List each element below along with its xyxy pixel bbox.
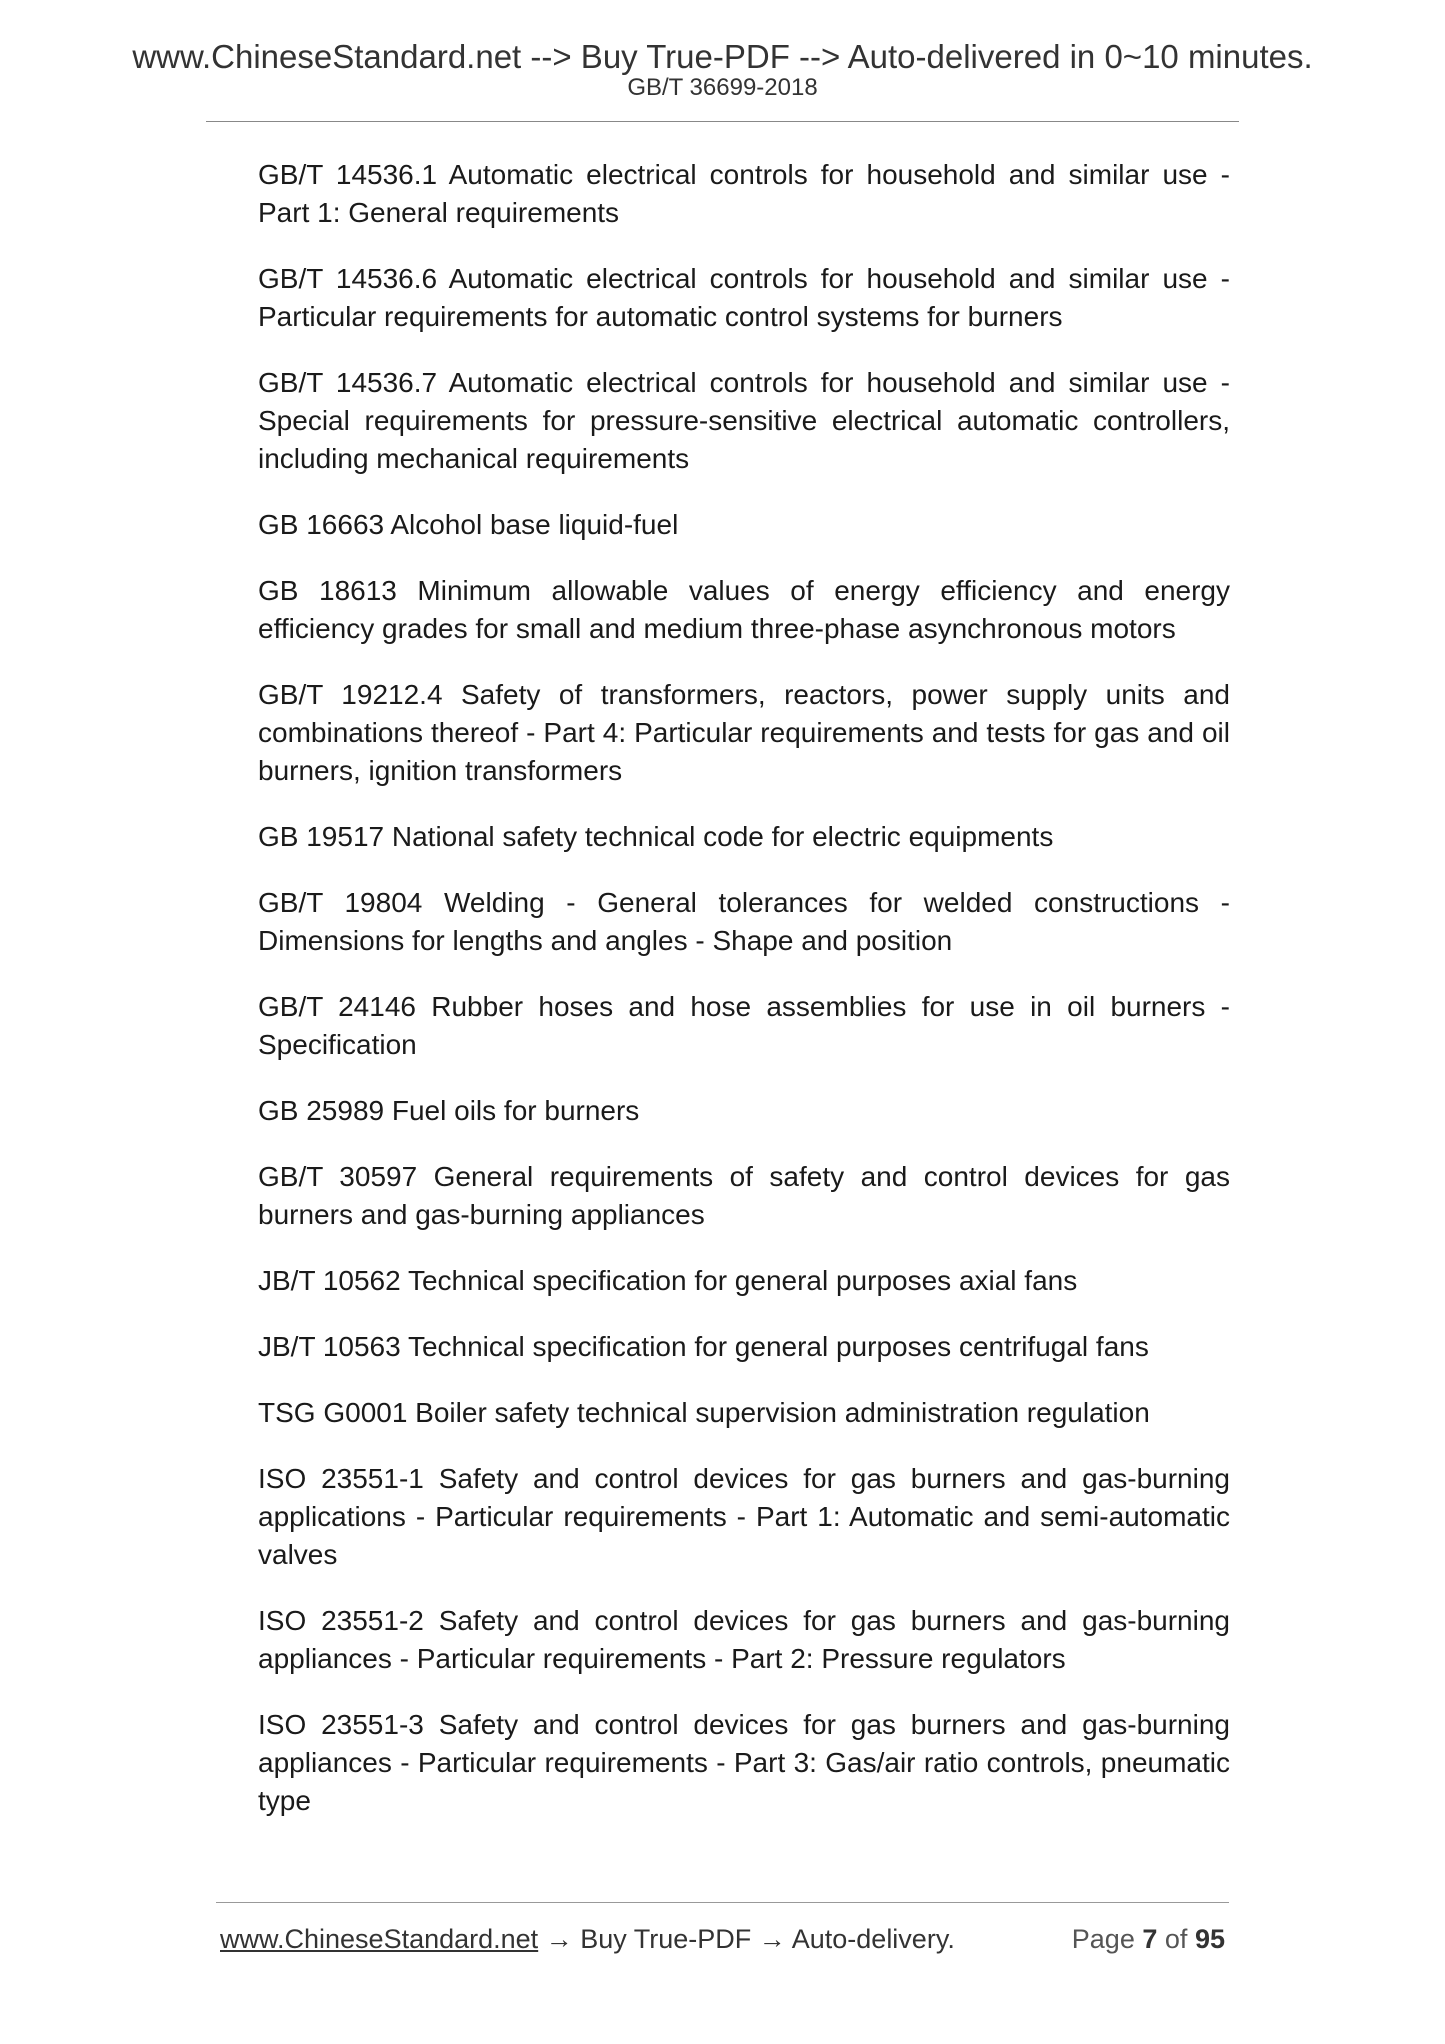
- footer-tagline: → Buy True-PDF → Auto-delivery.: [538, 1924, 955, 1954]
- reference-gb-18613: GB 18613 Minimum allowable values of energy efficiency and energy efficiency grades for small and medium three-phase asynchronous motors: [258, 575, 1230, 644]
- reference-tsg-g0001: TSG G0001 Boiler safety technical supervision administration regulation: [258, 1397, 1150, 1428]
- reference-iso-23551-2: ISO 23551-2 Safety and control devices for gas burners and gas-burning appliances - Particular requirements - Part 2: Pressure regulators: [258, 1605, 1230, 1674]
- header-divider: [206, 121, 1239, 122]
- document-code: GB/T 36699-2018: [627, 74, 818, 101]
- references-list: [258, 156, 1230, 1848]
- reference-jbt-10562: JB/T 10562 Technical specification for general purposes axial fans: [258, 1265, 1078, 1296]
- reference-gbt-24146: GB/T 24146 Rubber hoses and hose assemblies for use in oil burners - Specification: [258, 991, 1230, 1060]
- reference-gbt-19804: GB/T 19804 Welding - General tolerances for welded constructions - Dimensions for lengths and angles - Shape and position: [258, 887, 1230, 956]
- reference-gb-19517: GB 19517 National safety technical code for electric equipments: [258, 821, 1054, 852]
- reference-gbt-14536-7: GB/T 14536.7 Automatic electrical controls for household and similar use - Special requirements for pressure-sensitive electrical automatic controllers, including mechanical requirements: [258, 367, 1230, 474]
- page-label: Page: [1071, 1924, 1135, 1954]
- reference-gbt-30597: GB/T 30597 General requirements of safety and control devices for gas burners and gas-burning appliances: [258, 1161, 1230, 1230]
- footer-site-link[interactable]: www.ChineseStandard.net: [220, 1924, 539, 1954]
- reference-gbt-14536-6: GB/T 14536.6 Automatic electrical controls for household and similar use - Particular requirements for automatic control systems for burners: [258, 263, 1230, 332]
- footer-promo: [220, 1922, 955, 1956]
- reference-gb-16663: GB 16663 Alcohol base liquid-fuel: [258, 509, 679, 540]
- reference-jbt-10563: JB/T 10563 Technical specification for general purposes centrifugal fans: [258, 1331, 1149, 1362]
- total-pages: 95: [1194, 1924, 1225, 1954]
- reference-gbt-19212-4: GB/T 19212.4 Safety of transformers, reactors, power supply units and combinations thereof - Part 4: Particular requirements and tests for gas and oil burners, ignition transformers: [258, 679, 1230, 786]
- footer-divider: [216, 1902, 1229, 1903]
- page-number: 7: [1142, 1924, 1158, 1954]
- page-indicator: [1072, 1922, 1225, 1956]
- of-label: of: [1164, 1924, 1188, 1954]
- reference-iso-23551-3: ISO 23551-3 Safety and control devices for gas burners and gas-burning appliances - Particular requirements - Part 3: Gas/air ratio controls, pneumatic type: [258, 1709, 1230, 1816]
- reference-iso-23551-1: ISO 23551-1 Safety and control devices for gas burners and gas-burning applications - Particular requirements - Part 1: Automatic and semi-automatic valves: [258, 1463, 1230, 1570]
- header-banner: www.ChineseStandard.net --> Buy True-PDF --> Auto-delivered in 0~10 minutes.: [132, 38, 1313, 75]
- reference-gb-25989: GB 25989 Fuel oils for burners: [258, 1095, 640, 1126]
- reference-gbt-14536-1: GB/T 14536.1 Automatic electrical controls for household and similar use - Part 1: General requirements: [258, 159, 1230, 228]
